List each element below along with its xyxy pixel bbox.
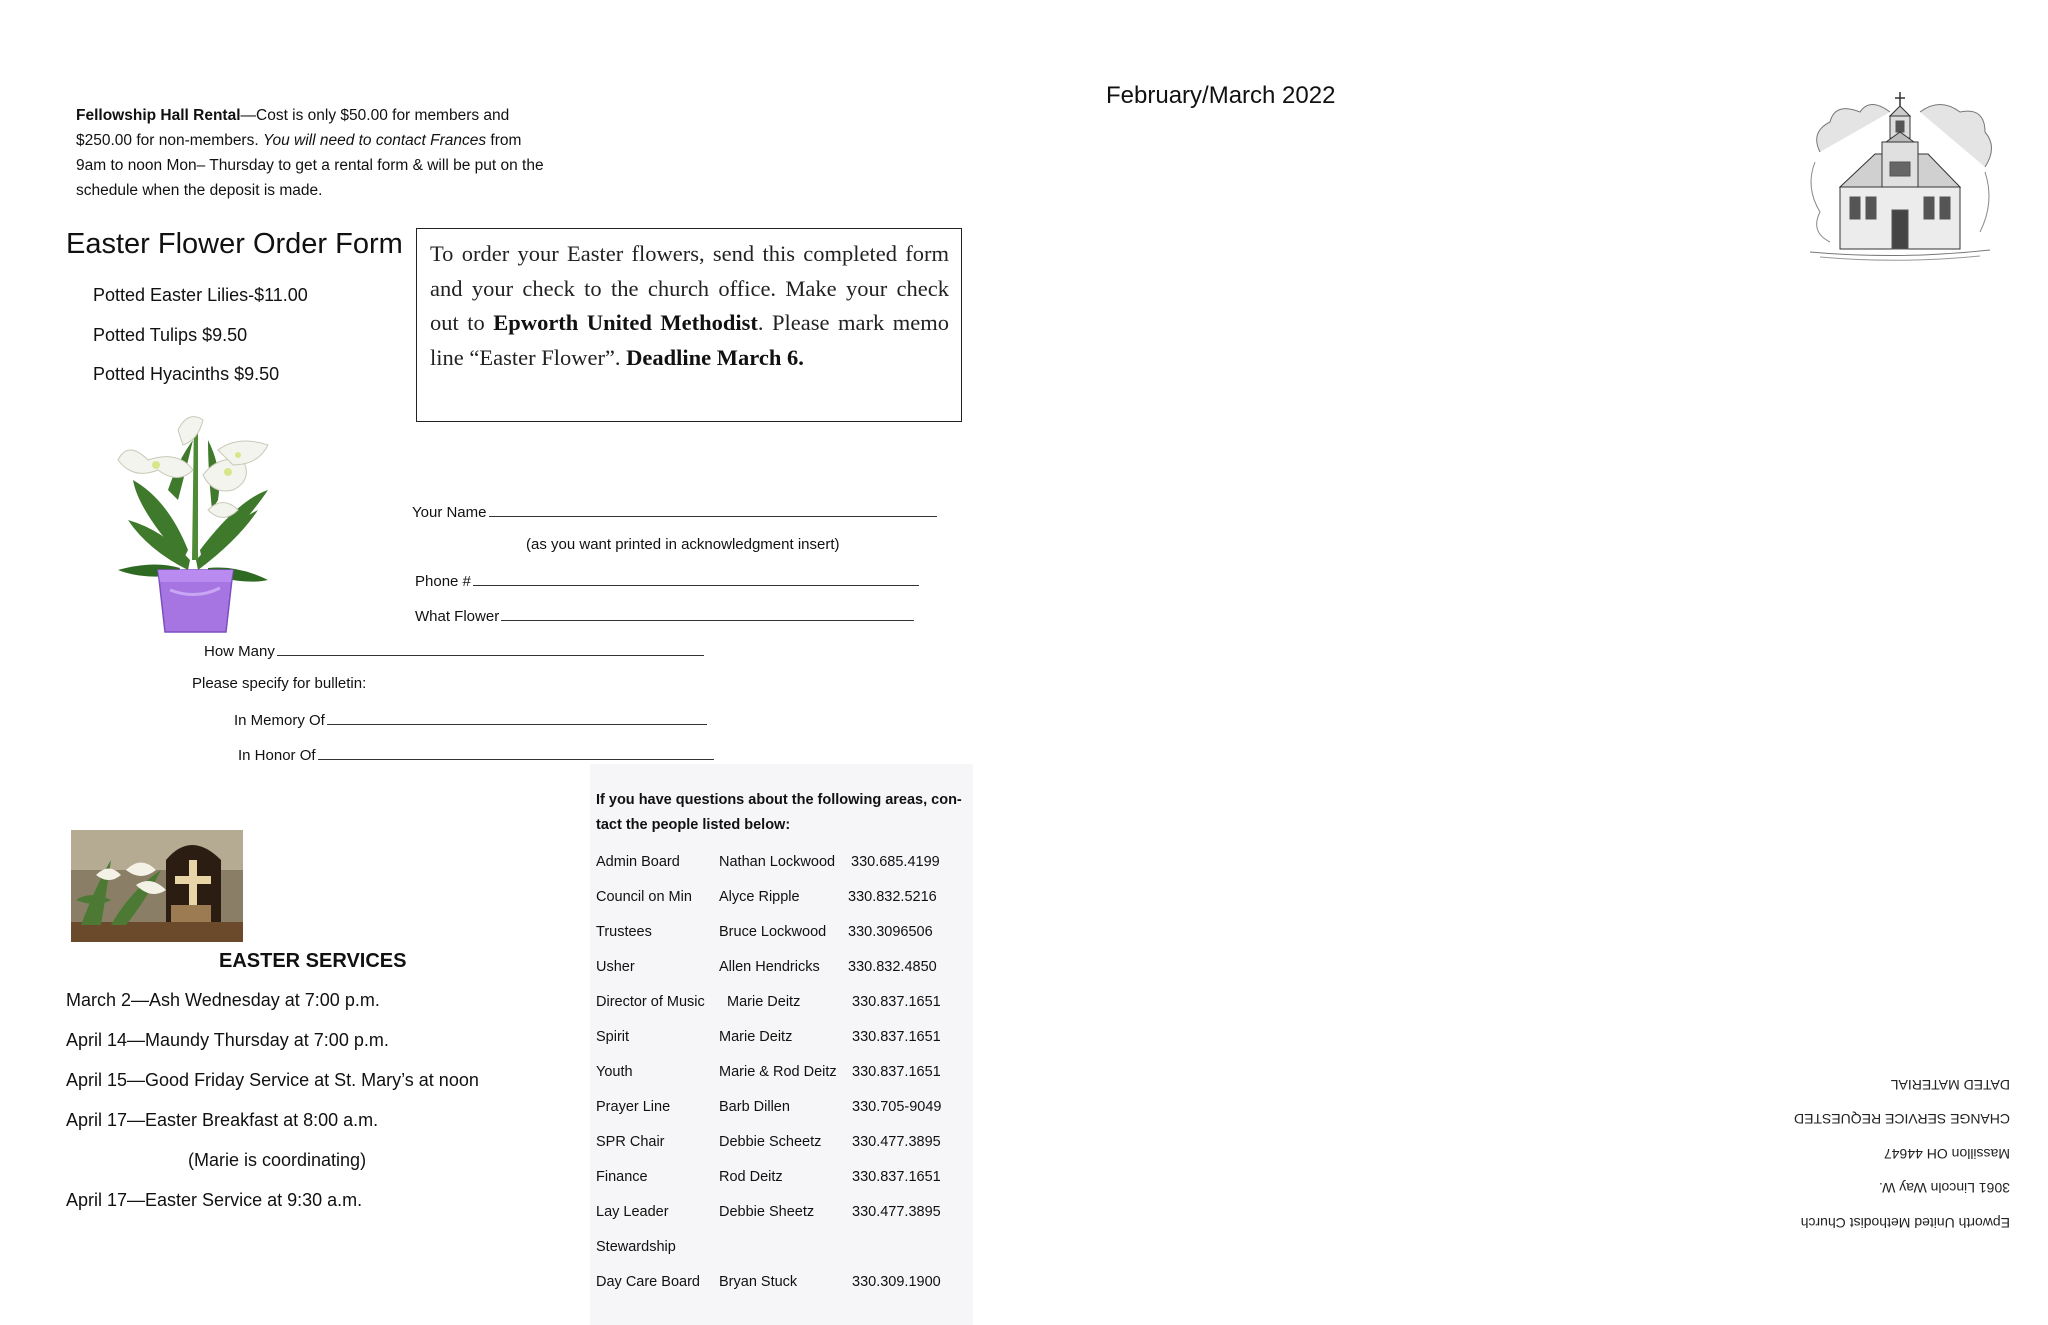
instructions-part-2: . Please mark memo line “Easter Flower”. (430, 310, 949, 370)
what-flower-line[interactable] (501, 606, 914, 621)
mailing-change-service: CHANGE SERVICE REQUESTED (1793, 1111, 2010, 1128)
contact-row (596, 1204, 971, 1224)
rental-italic: You will need to contact Frances (262, 132, 487, 149)
rental-title: Fellowship Hall Rental (76, 107, 241, 124)
contact-row (596, 959, 971, 979)
easter-form-title: Easter Flower Order Form (66, 228, 403, 260)
your-name-label: Your Name (412, 504, 487, 521)
contact-name: Marie Deitz (719, 1029, 793, 1045)
in-memory-line[interactable] (327, 710, 707, 725)
contacts-heading: If you have questions about the following areas, con-tact the people listed below: (596, 792, 962, 833)
service-good-friday: April 15—Good Friday Service at St. Mary’s at noon (66, 1070, 479, 1090)
contact-phone: 330.837.1651 (852, 1169, 941, 1185)
contact-name: Alyce Ripple (719, 889, 800, 905)
contact-row (596, 1134, 971, 1154)
contact-phone: 330.3096506 (848, 924, 933, 940)
contact-phone: 330.309.1900 (852, 1274, 941, 1290)
contact-name: Allen Hendricks (719, 959, 820, 975)
what-flower-label: What Flower (415, 608, 500, 625)
in-memory-label: In Memory Of (234, 712, 325, 729)
what-flower-field[interactable] (415, 606, 914, 625)
contact-row (596, 1169, 971, 1189)
rental-text-1: —Cost is only $50.00 for members and $250.00 for non-members. (76, 107, 510, 149)
how-many-label: How Many (204, 643, 275, 660)
price-hyacinths: Potted Hyacinths $9.50 (93, 364, 280, 384)
bulletin-instruction: Please specify for bulletin: (192, 675, 367, 692)
contact-name: Debbie Sheetz (719, 1204, 815, 1220)
name-note: (as you want printed in acknowledgment insert) (526, 536, 840, 553)
contact-row (596, 1029, 971, 1049)
contact-phone: 330.832.4850 (848, 959, 937, 975)
deadline: Deadline March 6. (626, 344, 804, 370)
church-illustration (1800, 92, 2000, 262)
mailing-church-name: Epworth United Methodist Church (1800, 1215, 2010, 1231)
contact-row (596, 994, 971, 1014)
contact-name: Bruce Lockwood (719, 924, 827, 940)
in-honor-line[interactable] (318, 745, 714, 760)
contact-role: Day Care Board (596, 1274, 700, 1290)
contact-role: Admin Board (596, 854, 680, 870)
contact-role: Youth (596, 1064, 633, 1080)
contact-role: SPR Chair (596, 1134, 665, 1150)
contact-name: Marie & Rod Deitz (719, 1064, 837, 1080)
contact-row (596, 924, 971, 944)
contact-row (596, 1099, 971, 1119)
easter-lily-illustration (108, 400, 283, 635)
contact-row (596, 1239, 971, 1259)
phone-field[interactable] (415, 571, 919, 590)
order-instructions-box (416, 228, 962, 422)
church-name: Epworth United Methodist (493, 310, 758, 335)
fellowship-rental-notice (76, 103, 546, 203)
contact-role: Finance (596, 1169, 648, 1185)
contact-role: Lay Leader (596, 1204, 669, 1220)
contact-name: Bryan Stuck (719, 1274, 798, 1290)
service-ash-wednesday: March 2—Ash Wednesday at 7:00 p.m. (66, 990, 380, 1010)
contact-role: Prayer Line (596, 1099, 671, 1115)
mailing-street: 3061 Lincoln Way W. (1879, 1180, 2010, 1197)
phone-label: Phone # (415, 573, 471, 590)
contact-phone: 330.705-9049 (852, 1099, 942, 1115)
contact-phone: 330.837.1651 (852, 1029, 941, 1045)
easter-services-title: EASTER SERVICES (219, 950, 407, 972)
contact-phone: 330.832.5216 (848, 889, 937, 905)
service-easter-breakfast: April 17—Easter Breakfast at 8:00 a.m. (66, 1110, 379, 1130)
newsletter-date: February/March 2022 (1106, 82, 1336, 109)
contact-name: Nathan Lockwood (719, 854, 836, 870)
contact-role: Usher (596, 959, 635, 975)
contact-role: Council on Min (596, 889, 692, 905)
phone-line[interactable] (473, 571, 919, 586)
contact-phone: 330.837.1651 (852, 994, 941, 1010)
how-many-field[interactable] (204, 641, 704, 660)
contact-role: Director of Music (596, 994, 705, 1010)
mailing-dated-material: DATED MATERIAL (1890, 1077, 2010, 1093)
contacts-panel (590, 764, 973, 1325)
contact-phone: 330.685.4199 (851, 854, 940, 870)
in-honor-field[interactable] (238, 745, 714, 764)
rental-text-2: from 9am to noon Mon– Thursday to get a rental form & will be put on the schedule when the deposit is made. (76, 132, 544, 199)
contact-role: Spirit (596, 1029, 630, 1045)
price-tulips: Potted Tulips $9.50 (93, 325, 248, 345)
easter-cross-photo (71, 830, 243, 942)
your-name-field[interactable] (412, 502, 937, 521)
contact-row (596, 889, 971, 909)
service-maundy-thursday: April 14—Maundy Thursday at 7:00 p.m. (66, 1030, 389, 1050)
contact-name: Marie Deitz (727, 994, 801, 1010)
contact-phone: 330.837.1651 (852, 1064, 941, 1080)
service-easter-service: April 17—Easter Service at 9:30 a.m. (66, 1190, 363, 1210)
mailing-address-block (1760, 1070, 2010, 1240)
contact-phone: 330.477.3895 (852, 1204, 941, 1220)
in-memory-field[interactable] (234, 710, 707, 729)
contact-phone: 330.477.3895 (852, 1134, 941, 1150)
contact-row (596, 1274, 971, 1294)
service-breakfast-note: (Marie is coordinating) (188, 1150, 367, 1170)
your-name-line[interactable] (489, 502, 937, 517)
contact-name: Debbie Scheetz (719, 1134, 822, 1150)
in-honor-label: In Honor Of (238, 747, 316, 764)
instructions-part-1: To order your Easter flowers, send this completed form and your check to the church office. Make your check out to (430, 241, 949, 335)
contact-name: Rod Deitz (719, 1169, 783, 1185)
price-lilies: Potted Easter Lilies-$11.00 (93, 285, 308, 305)
how-many-line[interactable] (277, 641, 704, 656)
mailing-city: Massillon OH 44647 (1883, 1146, 2010, 1162)
contact-role: Trustees (596, 924, 652, 940)
contact-row (596, 1064, 971, 1084)
contact-name: Barb Dillen (719, 1099, 790, 1115)
contact-role: Stewardship (596, 1239, 676, 1255)
contact-row (596, 854, 971, 874)
